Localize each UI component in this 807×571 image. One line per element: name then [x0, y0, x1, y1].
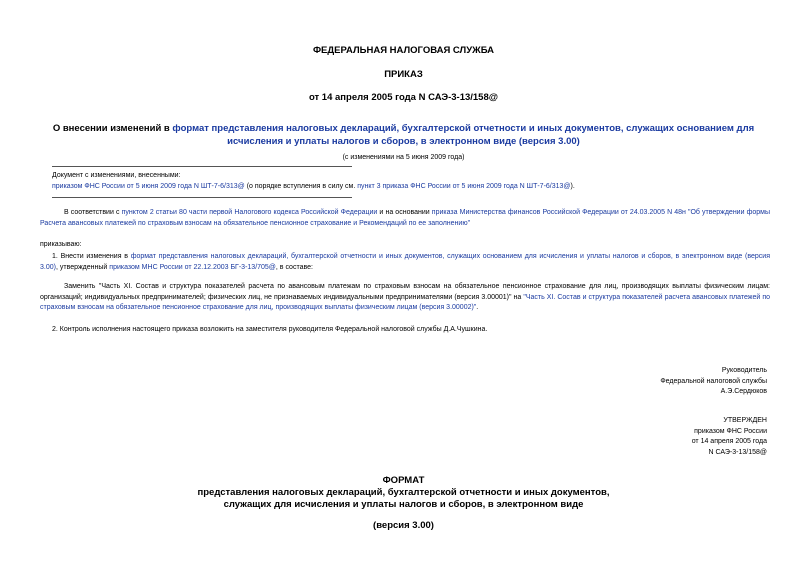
- format-link[interactable]: формат представления налоговых деклараций, бухгалтерской отчетности и иных документов, служащих основанием для исчисления и уплаты налогов и сборов, в электронном виде (версия 3.00): [40, 253, 771, 271]
- approval-date: от 14 апреля 2005 года: [691, 438, 767, 445]
- approval-number: N САЭ-3-13/158@: [708, 448, 767, 456]
- approval-order: приказом ФНС России: [694, 427, 767, 435]
- tax-code-link[interactable]: пунктом 2 статьи 80 части первой Налогового кодекса Российской Федерации: [121, 209, 378, 216]
- part-xi-link[interactable]: "Часть XI. Состав и структура показателей расчета авансовых платежей по страховым взносам на обязательное пенсионное страхование для лиц, производящих выплаты физическим лицам (версия 3.00002)": [40, 293, 771, 311]
- signature-position: Руководитель: [721, 367, 767, 374]
- divider-top: [52, 166, 352, 167]
- doc-type: ПРИКАЗ: [384, 69, 423, 80]
- approval-block: [500, 416, 767, 458]
- document-title: [40, 122, 767, 148]
- changes-end-text: ).: [570, 183, 575, 190]
- signature-block: [500, 366, 767, 398]
- agency-name: ФЕДЕРАЛЬНАЯ НАЛОГОВАЯ СЛУЖБА: [312, 45, 495, 56]
- changes-refs: [52, 182, 772, 193]
- approval-title: УТВЕРЖДЕН: [723, 417, 767, 424]
- replace-text-2: .: [476, 304, 479, 311]
- replace-paragraph: [40, 282, 770, 314]
- mns-order-link[interactable]: приказом МНС России от 22.12.2003 БГ-3-13/705@: [109, 263, 276, 271]
- divider-bottom: [52, 197, 352, 198]
- changes-mid-text: (о порядке вступления в силу см.: [244, 183, 358, 190]
- preamble-paragraph: [40, 208, 770, 229]
- doc-date-number: от 14 апреля 2005 года N САЭ-3-13/158@: [308, 92, 499, 103]
- changes-note: (с изменениями на 5 июня 2009 года): [342, 154, 465, 161]
- preamble-text-1: В соответствии с: [64, 209, 122, 216]
- format-version: (версия 3.00): [373, 520, 434, 531]
- signature-name: А.Э.Сердюков: [720, 388, 767, 395]
- title-prefix: О внесении изменений в: [52, 123, 173, 134]
- minfin-order-link[interactable]: приказа Министерства финансов Российской Федерации от 24.03.2005 N 48н "Об утверждении формы Расчета авансовых платежей по страховым взносам на обязательное пенсионное страхование и Рекомендаций по ее заполнению": [40, 209, 770, 227]
- format-subtitle-line-1: представления налоговых деклараций, бухгалтерской отчетности и иных документов,: [197, 487, 610, 498]
- amendment-clause-link[interactable]: пункт 3 приказа ФНС России от 5 июня 2009 года N ШТ-7-6/313@: [357, 183, 571, 190]
- format-title: ФОРМАТ: [382, 475, 425, 486]
- item-1-text-1: 1. Внести изменения в: [52, 253, 131, 260]
- title-format-link[interactable]: формат представления налоговых деклараций, бухгалтерской отчетности и иных документов, служащих основанием для исчисления и уплаты налогов и сборов, в электронном виде (версия 3.00): [172, 123, 755, 147]
- item-1-text-3: , в составе:: [275, 263, 313, 271]
- format-subtitle-line-2: служащих для исчисления и уплаты налогов и сборов, в электронном виде: [223, 499, 584, 510]
- preamble-text-2: и на основании: [377, 209, 432, 216]
- order-word: приказываю:: [40, 241, 82, 248]
- item-1-text-2: , утвержденный: [55, 263, 110, 271]
- changes-label: Документ с изменениями, внесенными:: [52, 172, 181, 179]
- item-2-paragraph: 2. Контроль исполнения настоящего приказа возложить на заместителя руководителя Федеральной налоговой службы Д.А.Чушкина.: [52, 326, 488, 333]
- signature-agency: Федеральной налоговой службы: [660, 377, 767, 385]
- replace-text-1: Заменить "Часть XI. Состав и структура показателей расчета по авансовым платежам по страховым взносам на обязательное пенсионное страхование для лиц, производящих выплаты физическим лицам: организаций; индивидуальных предпринимателей; физических лиц, не признаваемых индивидуальными предпринимателями (версия 3.00001)" на: [40, 283, 770, 301]
- amendment-order-link[interactable]: приказом ФНС России от 5 июня 2009 года N ШТ-7-6/313@: [52, 183, 245, 190]
- item-1-paragraph: [40, 252, 770, 273]
